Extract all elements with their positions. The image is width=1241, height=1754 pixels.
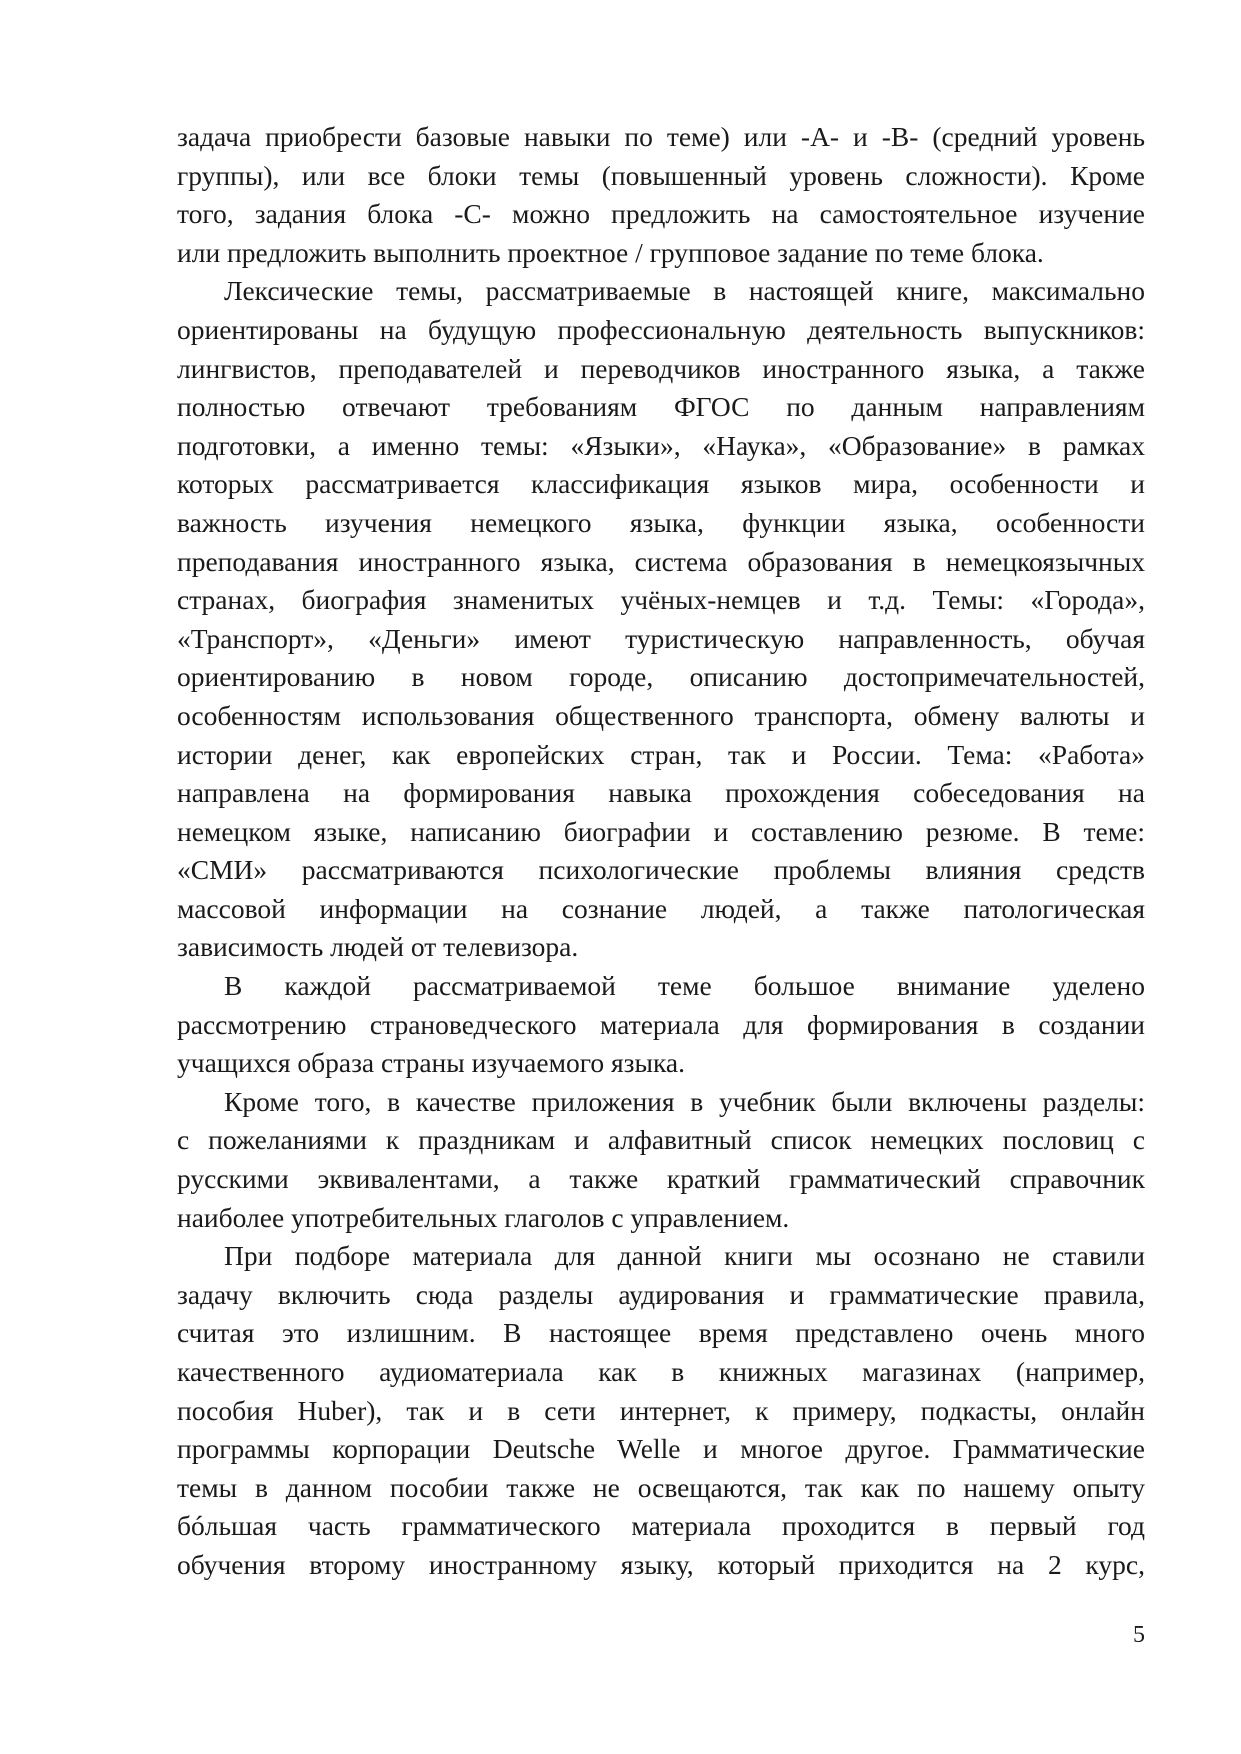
text-line: немецком языке, написанию биографии и составлению резюме. В теме: <box>177 815 1145 847</box>
text-line: рассмотрению страноведческого материала для формирования в создании <box>177 1008 1145 1040</box>
paragraph <box>177 272 1145 967</box>
text-line: задача приобрести базовые навыки по теме) или -А- и -В- (средний уровень <box>177 121 1145 152</box>
text-line: подготовки, а именно темы: «Языки», «Наука», «Образование» в рамках <box>177 429 1145 461</box>
text-line: качественного аудиоматериала как в книжных магазинах (например, <box>177 1356 1145 1387</box>
text-line: важность изучения немецкого языка, функции языка, особенности <box>177 506 1145 538</box>
page-number: 5 <box>1133 1622 1145 1648</box>
text-line: направлена на формирования навыка прохождения собеседования на <box>177 777 1145 809</box>
text-line: обучения второму иностранному языку, который приходится на 2 курс, <box>177 1548 1145 1580</box>
text-line: которых рассматривается классификация языков мира, особенности и <box>177 468 1145 500</box>
text-line: лингвистов, преподавателей и переводчиков иностранного языка, а также <box>177 352 1145 384</box>
text-line: массовой информации на сознание людей, а также патологическая <box>177 892 1145 924</box>
text-line: или предложить выполнить проектное / групповое задание по теме блока. <box>177 236 1044 268</box>
paragraph <box>177 1237 1145 1584</box>
text-line: полностью отвечают требованиям ФГОС по данным направлениям <box>177 391 1145 423</box>
text-line: наиболее употребительных глаголов с управлением. <box>177 1201 790 1233</box>
text-line: При подборе материала для данной книги мы осознано не ставили <box>224 1240 1145 1272</box>
text-line: Кроме того, в качестве приложения в учебник были включены разделы: <box>224 1085 1145 1117</box>
text-line: «СМИ» рассматриваются психологические проблемы влияния средств <box>177 854 1145 886</box>
text-line: ориентированию в новом городе, описанию достопримечательностей, <box>177 661 1145 693</box>
text-line: ориентированы на будущую профессиональную деятельность выпускников: <box>177 313 1145 345</box>
text-line: В каждой рассматриваемой теме большое внимание уделено <box>224 970 1145 1002</box>
text-line: программы корпорации Deutsche Welle и многое другое. Грамматические <box>177 1433 1145 1465</box>
paragraph <box>177 967 1145 1083</box>
text-line: задачу включить сюда разделы аудирования и грамматические правила, <box>177 1278 1145 1310</box>
text-line: группы), или все блоки темы (повышенный уровень сложности). Кроме <box>177 159 1145 191</box>
text-line: истории денег, как европейских стран, так и России. Тема: «Работа» <box>177 738 1145 770</box>
text-line: зависимость людей от телевизора. <box>177 931 579 963</box>
text-line: того, задания блока -С- можно предложить на самостоятельное изучение <box>177 198 1145 230</box>
text-line: учащихся образа страны изучаемого языка. <box>177 1047 685 1079</box>
text-line: темы в данном пособии также не освещаются, так как по нашему опыту <box>177 1471 1145 1503</box>
text-line: считая это излишним. В настоящее время представлено очень много <box>177 1317 1145 1349</box>
text-line: «Транспорт», «Деньги» имеют туристическую направленность, обучая <box>177 622 1145 654</box>
paragraph <box>177 118 1145 272</box>
paragraph <box>177 1083 1145 1237</box>
text-line: пособия Huber), так и в сети интернет, к примеру, подкасты, онлайн <box>177 1394 1145 1426</box>
document-page <box>177 118 1145 1585</box>
text-line: странах, биография знаменитых учёных-немцев и т.д. Темы: «Города», <box>177 584 1145 616</box>
text-line: Лексические темы, рассматриваемые в настоящей книге, максимально <box>224 275 1145 307</box>
text-line: с пожеланиями к праздникам и алфавитный список немецких пословиц с <box>177 1124 1145 1156</box>
text-line: особенностям использования общественного транспорта, обмену валюты и <box>177 699 1145 731</box>
text-line: русскими эквивалентами, а также краткий грамматический справочник <box>177 1163 1145 1195</box>
text-line: преподавания иностранного языка, система образования в немецкоязычных <box>177 545 1145 577</box>
text-line: бóльшая часть грамматического материала проходится в первый год <box>177 1510 1145 1542</box>
